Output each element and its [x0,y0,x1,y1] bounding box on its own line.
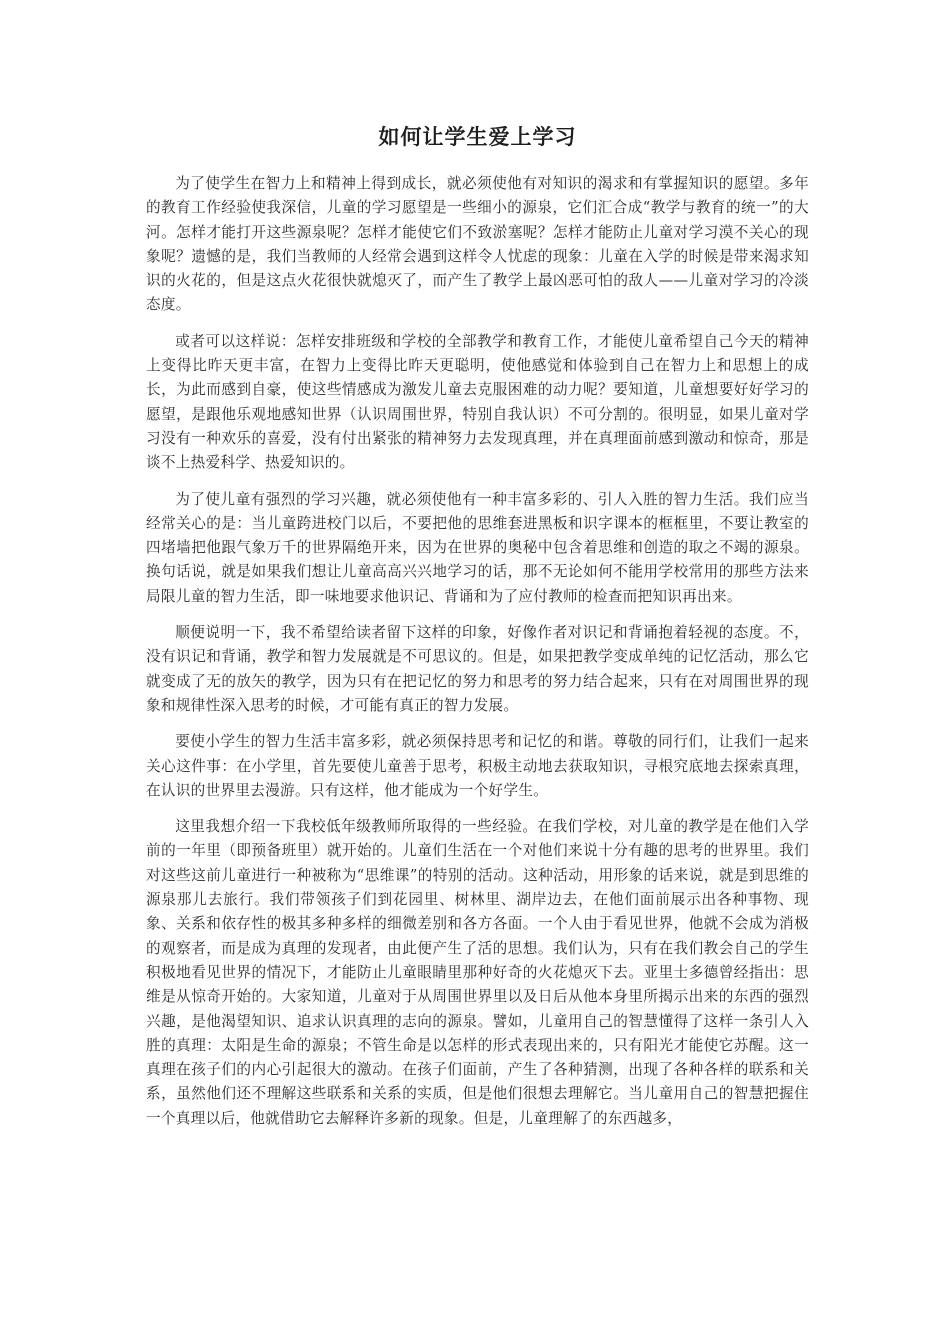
document-body [146,172,809,1131]
paragraph-2: 或者可以这样说：怎样安排班级和学校的全部教学和教育工作，才能使儿童希望自己今天的精神上变得比昨天更丰富，在智力上变得比昨天更聪明，使他感觉和体验到自己在智力上和思想上的成长，为此而感到自豪，使这些情感成为激发儿童去克服困难的动力呢？要知道，儿童想要好好学习的愿望，是跟他乐观地感知世界（认识周围世界，特别自我认识）不可分割的。很明显，如果儿童对学习没有一种欢乐的喜爱，没有付出紧张的精神努力去发现真理，并在真理面前感到激动和惊奇，那是谈不上热爱科学、热爱知识的。 [146,332,809,472]
paragraph-3: 为了使儿童有强烈的学习兴趣，就必须使他有一种丰富多彩的、引人入胜的智力生活。我们应当经常关心的是：当儿童跨进校门以后，不要把他的思维套进黑板和识字课本的框框里，不要让教室的四堵墙把他跟气象万千的世界隔绝开来，因为在世界的奥秘中包含着思维和创造的取之不竭的源泉。换句话说，就是如果我们想让儿童高高兴兴地学习的话，那不无论如何不能用学校常用的那些方法来局限儿童的智力生活，即一味地要求他识记、背诵和为了应付教师的检查而把知识再出来。 [146,490,809,605]
paragraph-6: 这里我想介绍一下我校低年级教师所取得的一些经验。在我们学校，对儿童的教学是在他们入学前的一年里（即预备班里）就开始的。儿童们生活在一个对他们来说十分有趣的思考的世界里。我们对这些这前儿童进行一种被称为“思维课”的特别的活动。这种活动，用形象的话来说，就是到思维的源泉那儿去旅行。我们带领孩子们到花园里、树林里、湖岸边去，在他们面前展示出各种事物、现象、关系和依存性的极其多种多样的细微差别和各方各面。一个人由于看见世界，他就不会成为消极的观察者，而是成为真理的发现者，由此便产生了活的思想。我们认为，只有在我们教会自己的学生积极地看见世界的情况下，才能防止儿童眼睛里那种好奇的火花熄灭下去。亚里士多德曾经指出：思维是从惊奇开始的。大家知道，儿童对于从周围世界里以及日后从他本身里所揭示出来的东西的强烈兴趣，是他渴望知识、追求认识真理的志向的源泉。譬如，儿童用自己的智慧懂得了这样一条引人入胜的真理：太阳是生命的源泉；不管生命是以怎样的形式表现出来的，只有阳光才能使它苏醒。这一真理在孩子们的内心引起很大的激动。在孩子们面前，产生了各种猜测，出现了各种各样的联系和关系，虽然他们还不理解这些联系和关系的实质，但是他们很想去理解它。当儿童用自己的智慧把握住一个真理以后，他就借助它去解释许多新的现象。但是，儿童理解了的东西越多， [146,818,809,1127]
paragraph-1: 为了使学生在智力上和精神上得到成长，就必须使他有对知识的渴求和有掌握知识的愿望。多年的教育工作经验使我深信，儿童的学习愿望是一些细小的源泉，它们汇合成“教学与教育的统一”的大河。怎样才能打开这些源泉呢？怎样才能使它们不致淤塞呢？怎样才能防止儿童对学习漠不关心的现象呢？遗憾的是，我们当教师的人经常会遇到这样令人忧虑的现象：儿童在入学的时候是带来渴求知识的火花的，但是这点火花很快就熄灭了，而产生了教学上最凶恶可怕的敌人——儿童对学习的冷淡态度。 [146,175,809,314]
paragraph-5: 要使小学生的智力生活丰富多彩，就必须保持思考和记忆的和谐。尊敬的同行们，让我们一起来关心这件事：在小学里，首先要使儿童善于思考，积极主动地去获取知识，寻根究底地去探索真理，在认识的世界里去漫游。只有这样，他才能成为一个好学生。 [146,733,809,799]
document-title: 如何让学生爱上学习 [378,124,577,149]
paragraph-4: 顺便说明一下，我不希望给读者留下这样的印象，好像作者对识记和背诵抱着轻视的态度。不，没有识记和背诵，教学和智力发展就是不可思议的。但是，如果把教学变成单纯的记忆活动，那么它就变成了无的放矢的教学，因为只有在把记忆的努力和思考的努力结合起来，只有在对周围世界的现象和规律性深入思考的时候，才可能有真正的智力发展。 [146,624,809,714]
